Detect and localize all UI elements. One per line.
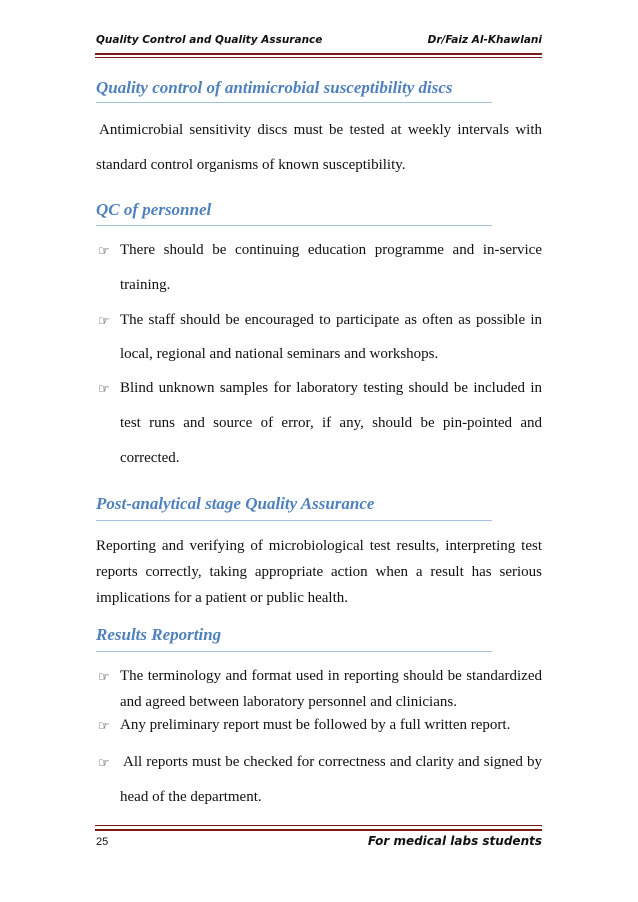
header-title: Quality Control and Quality Assurance	[96, 34, 323, 46]
section-underline	[96, 520, 492, 521]
bullet-line: head of the department.	[120, 789, 262, 805]
pointing-hand-icon: ☞	[98, 670, 110, 685]
section-heading-discs: Quality control of antimicrobial susceptibility discs	[96, 78, 453, 97]
paragraph-line: Reporting and verifying of microbiological test results, interpreting test	[96, 538, 542, 554]
bullet-line: All reports must be checked for correctness and clarity and signed by	[123, 754, 542, 770]
section-underline	[96, 651, 492, 652]
header-rule-thin	[95, 57, 542, 58]
bullet-line: corrected.	[120, 450, 180, 466]
bullet-line: and agreed between laboratory personnel and clinicians.	[120, 694, 457, 710]
paragraph-line: implications for a patient or public health.	[96, 590, 349, 606]
bullet-line: training.	[120, 277, 171, 293]
footer-audience: For medical labs students	[367, 834, 542, 848]
bullet-line: Any preliminary report must be followed by a full written report.	[120, 717, 511, 733]
section-underline	[96, 225, 492, 226]
bullet-line: Blind unknown samples for laboratory testing should be included in	[120, 380, 542, 396]
header-author: Dr/Faiz Al-Khawlani	[427, 34, 542, 46]
footer-rule-thin	[95, 825, 542, 826]
bullet-line: local, regional and national seminars and workshops.	[120, 346, 439, 362]
bullet-line: test runs and source of error, if any, should be pin-pointed and	[120, 415, 542, 431]
pointing-hand-icon: ☞	[98, 719, 110, 734]
pointing-hand-icon: ☞	[98, 314, 110, 329]
bullet-line: The terminology and format used in reporting should be standardized	[120, 668, 542, 684]
bullet-line: There should be continuing education programme and in-service	[120, 242, 542, 258]
paragraph-line: reports correctly, taking appropriate action when a result has serious	[96, 564, 542, 580]
bullet-line: The staff should be encouraged to participate as often as possible in	[120, 312, 542, 328]
footer-rule	[95, 829, 542, 831]
section-underline	[96, 102, 492, 103]
paragraph-line: Antimicrobial sensitivity discs must be tested at weekly intervals with	[99, 122, 542, 138]
section-heading-personnel: QC of personnel	[96, 200, 212, 219]
section-heading-results: Results Reporting	[96, 625, 222, 644]
page-number: 25	[96, 836, 109, 848]
section-heading-post-analytical: Post-analytical stage Quality Assurance	[96, 494, 375, 513]
pointing-hand-icon: ☞	[98, 382, 110, 397]
paragraph-line: standard control organisms of known susceptibility.	[96, 157, 406, 173]
pointing-hand-icon: ☞	[98, 244, 110, 259]
header-rule	[95, 53, 542, 55]
pointing-hand-icon: ☞	[98, 756, 110, 771]
